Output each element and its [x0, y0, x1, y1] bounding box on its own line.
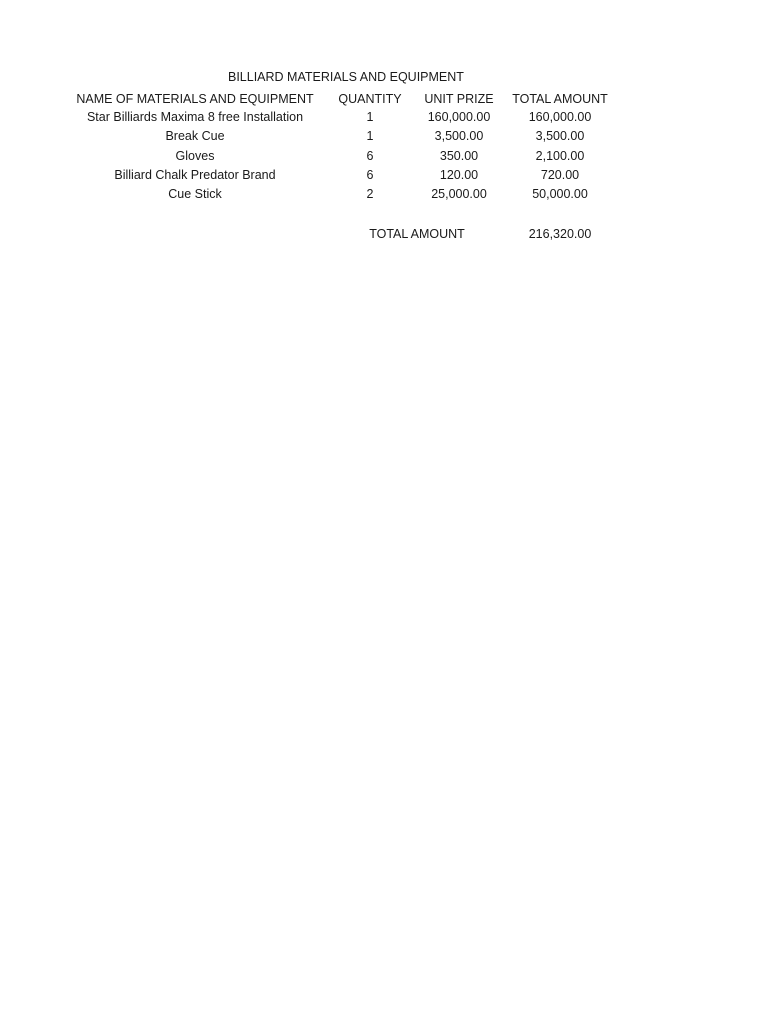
item-unit-price: 25,000.00 — [431, 187, 487, 201]
item-total: 2,100.00 — [535, 149, 585, 163]
item-unit-price: 350.00 — [439, 149, 479, 163]
grand-total-value: 216,320.00 — [528, 227, 592, 241]
item-total: 160,000.00 — [528, 110, 592, 124]
header-unit-price: UNIT PRIZE — [424, 92, 494, 106]
table-row — [0, 108, 768, 126]
table-row — [0, 127, 768, 145]
item-unit-price: 3,500.00 — [434, 129, 484, 143]
item-name: Billiard Chalk Predator Brand — [114, 168, 276, 182]
table-header-row — [0, 90, 768, 108]
item-total: 720.00 — [540, 168, 580, 182]
item-quantity: 6 — [366, 168, 374, 182]
item-quantity: 6 — [366, 149, 374, 163]
header-total-amount: TOTAL AMOUNT — [512, 92, 608, 106]
item-total: 50,000.00 — [532, 187, 588, 201]
item-total: 3,500.00 — [535, 129, 585, 143]
header-quantity: QUANTITY — [338, 92, 402, 106]
item-quantity: 1 — [366, 110, 374, 124]
item-name: Star Billiards Maxima 8 free Installation — [86, 110, 304, 124]
item-unit-price: 120.00 — [439, 168, 479, 182]
item-quantity: 1 — [366, 129, 374, 143]
table-row — [0, 185, 768, 203]
page-title: BILLIARD MATERIALS AND EQUIPMENT — [228, 70, 464, 84]
item-quantity: 2 — [366, 187, 374, 201]
grand-total-label: TOTAL AMOUNT — [369, 227, 465, 241]
table-row — [0, 166, 768, 184]
item-name: Break Cue — [165, 129, 225, 143]
table-row — [0, 147, 768, 165]
item-name: Cue Stick — [168, 187, 222, 201]
item-name: Gloves — [175, 149, 215, 163]
header-name: NAME OF MATERIALS AND EQUIPMENT — [76, 92, 314, 106]
item-unit-price: 160,000.00 — [427, 110, 491, 124]
grand-total-row — [0, 225, 768, 243]
